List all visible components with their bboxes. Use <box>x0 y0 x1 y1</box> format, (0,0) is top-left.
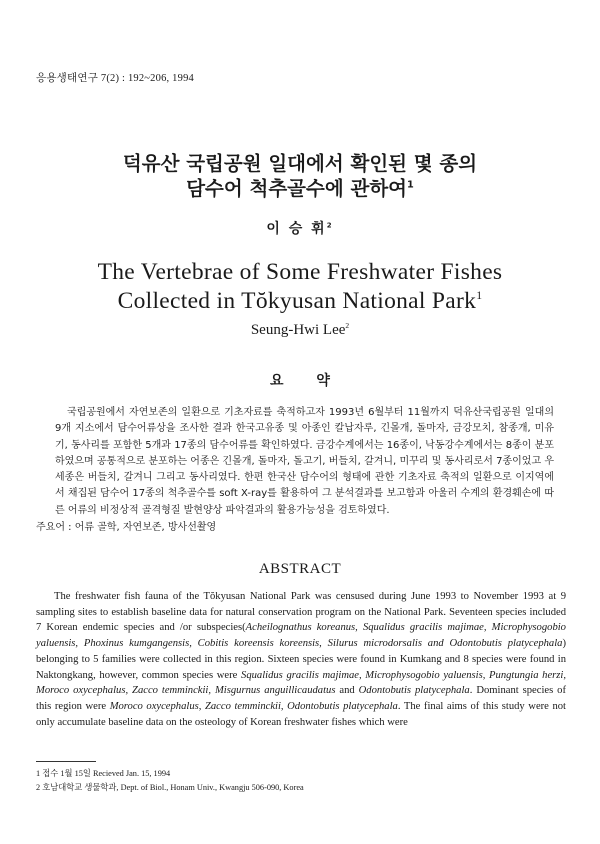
abstract-text-4: . Dominant species of this region were <box>36 685 567 712</box>
author-english <box>0 322 600 339</box>
title-english-line1: The Vertebrae of Some Freshwater Fishes <box>97 259 503 285</box>
title-english-footnote-mark: 1 <box>476 289 483 303</box>
author-english-footnote-mark: 2 <box>345 321 350 330</box>
korean-abstract-heading: 요 약 <box>270 373 330 389</box>
abstract-text-5: . The final aims of this study were not only accumulate baseline data on the osteology of Korean freshwater fishes which were <box>36 700 567 728</box>
keywords-text: 어류 골학, 자연보존, 방사선촬영 <box>74 522 217 533</box>
footnote-divider <box>36 761 96 762</box>
title-korean-line2 <box>0 176 600 201</box>
keywords <box>36 518 216 533</box>
journal-citation: 응용생태연구 7(2) : 192~206, 1994 <box>36 73 194 84</box>
abstract-text-2: ) belonging to 5 families were collected in this region. Sixteen species were found in Kumkang and 8 species were found in Naktongkang, however, common species were <box>36 638 566 681</box>
title-english <box>0 258 600 316</box>
author-korean-footnote-mark: 2 <box>326 221 334 230</box>
author-korean <box>0 218 600 238</box>
common-species-last: Odontobutis platycephala <box>358 685 470 697</box>
endemic-species-list: Acheilognathus koreanus, Squalidus gracilis majimae, Microphysogobio yaluensis, Phoxinus kumgangensis, Cobitis koreensis koreensis, Silurus microdorsalis and Odontobutis platycephala <box>36 622 566 650</box>
keywords-label: 주요어 : <box>36 522 72 533</box>
author-english-name: Seung-Hwi Lee <box>250 322 346 338</box>
footnotes <box>36 767 304 794</box>
english-abstract-heading: ABSTRACT <box>258 561 342 577</box>
common-species-list: Squalidus gracilis majimae, Microphysogobio yaluensis, Pungtungia herzi, Moroco oxycephalus, Zacco temminckii, Misgurnus anguillicaudatus <box>36 669 566 697</box>
abstract-text-3: and <box>335 685 359 697</box>
title-korean-footnote-mark: 1 <box>407 179 414 191</box>
abstract-text-1: The freshwater fish fauna of the Tŏkyusan National Park was censused during June 1993 to November 1993 at 9 sampling sites to establish baseline data for natural conservation program on the National Park. Seventeen species included 7 Korean endemic species and /or subspecies( <box>36 591 566 634</box>
title-english-line2 <box>0 287 600 316</box>
english-abstract-body <box>36 589 566 730</box>
title-english-line2-text: Collected in Tŏkyusan National Park <box>117 288 477 314</box>
author-korean-name: 이 승 휘 <box>266 221 327 237</box>
footnote-1: 1 접수 1월 15일 Recieved Jan. 15, 1994 <box>36 769 171 778</box>
korean-abstract-body: 국립공원에서 자연보존의 일환으로 기초자료를 축적하고자 1993년 6월부터 11월까지 덕유산국립공원 일대의 9개 지소에서 담수어류상을 조사한 결과 한국고유종 및 아종인 칼납자루, 긴몰개, 돌마자, 금강모치, 참종개, 미유기, 동사리를 포함한 5개과 17종의 담수어류를 확인하였다. 금강수계에서는 16종이, 낙동강수계에서는 8종이 분포하였으며 공통적으로 분포하는 어종은 긴몰개, 돌마자, 돌고기, 버들치, 갈겨니, 미꾸리 및 동사리로서 7종이었고 우세종은 버들치, 갈겨니 그리고 동사리였다. 한편 한국산 담수어의 형태에 관한 기초자료 축적의 일환으로 이지역에서 채집된 담수어 17종의 척추골수를 soft X-ray를 활용하여 그 분석결과를 보고함과 아울러 수계의 환경훼손에 따른 어류의 비정상적 골격형질 발현양상 파악결과의 활용가능성을 검토하였다. <box>55 407 554 516</box>
dominant-species-list: Moroco oxycephalus, Zacco temminckii, Odontobutis platycephala <box>109 700 398 712</box>
title-korean-line1: 덕유산 국립공원 일대에서 확인된 몇 종의 <box>122 152 478 175</box>
footnote-2: 2 호남대학교 생물학과, Dept. of Biol., Honam Univ., Kwangju 506-090, Korea <box>36 782 304 792</box>
title-korean <box>0 151 600 201</box>
title-korean-line2-text: 담수어 척추골수에 관하여 <box>186 177 407 200</box>
